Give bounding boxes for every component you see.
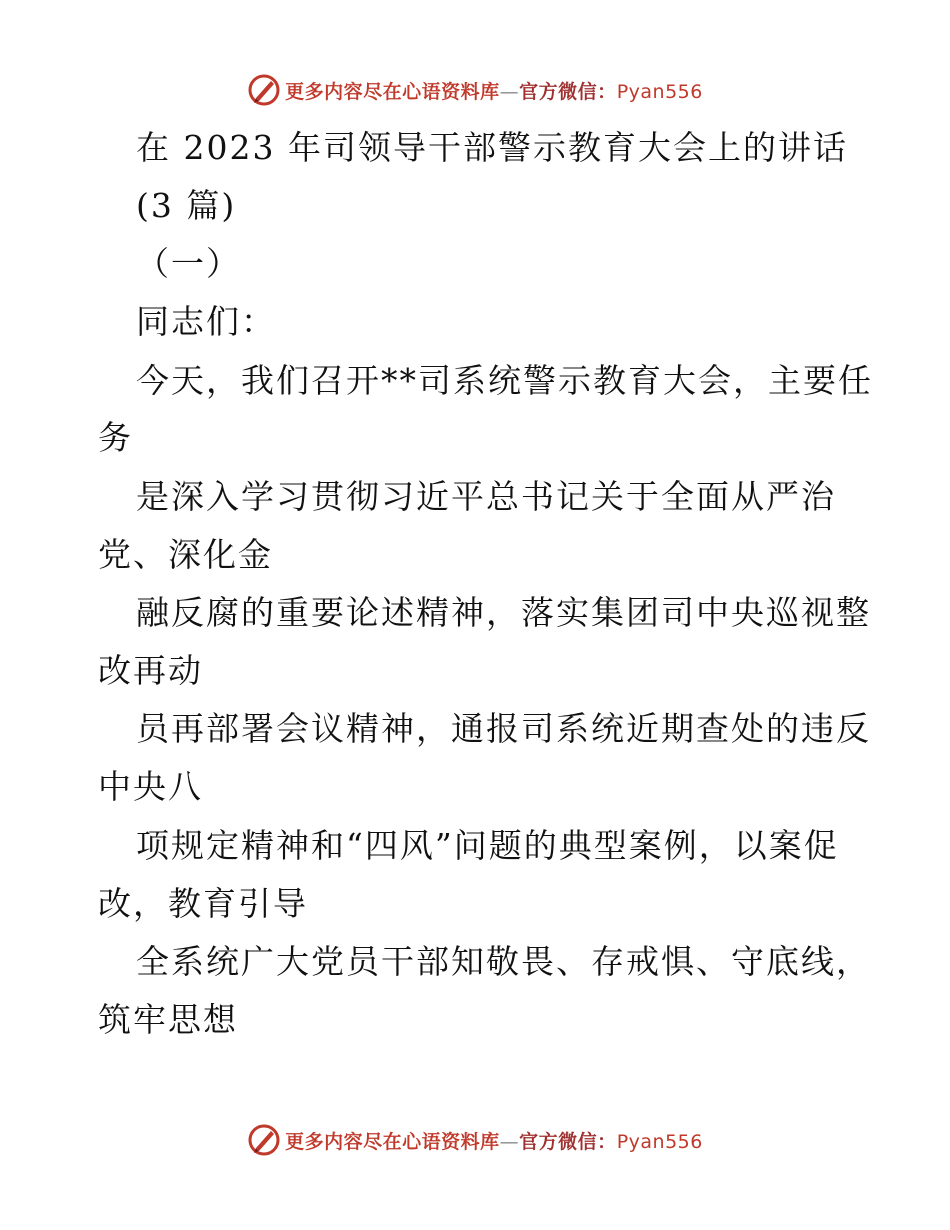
watermark-wechat-id: Pyan556: [616, 1130, 703, 1153]
paragraph-line: 改再动: [98, 651, 203, 690]
document-title: 在 2023 年司领导干部警示教育大会上的讲话: [136, 128, 848, 167]
watermark-official-label: 官方微信：: [519, 1130, 617, 1153]
watermark-site: 更多内容尽在心语资料库: [285, 80, 500, 103]
watermark-site: 更多内容尽在心语资料库: [285, 1130, 500, 1153]
watermark-dash: —: [499, 1130, 520, 1153]
paragraph-line: 员再部署会议精神，通报司系统近期查处的违反: [136, 709, 871, 748]
watermark-official-label: 官方微信：: [519, 80, 617, 103]
watermark-dash: —: [499, 80, 520, 103]
document-title-count: (3 篇): [136, 186, 237, 225]
paragraph-line: 项规定精神和“四风”问题的典型案例，以案促: [136, 826, 839, 865]
paragraph-line: 今天，我们召开**司系统警示教育大会，主要任: [136, 361, 873, 400]
watermark-text: [285, 1127, 703, 1154]
watermark-wechat-id: Pyan556: [616, 80, 703, 103]
footer-watermark: [0, 1120, 950, 1160]
watermark-text: [285, 77, 703, 104]
paragraph-line: 中央八: [98, 767, 203, 806]
paragraph-line: 全系统广大党员干部知敬畏、存戒惧、守底线，: [136, 942, 871, 981]
paragraph-line: 务: [98, 418, 133, 457]
salutation: 同志们：: [136, 302, 276, 341]
paragraph-line: 改，教育引导: [98, 884, 308, 923]
paragraph-line: 党、深化金: [98, 535, 273, 574]
header-watermark: [0, 70, 950, 110]
section-marker: （一）: [136, 244, 241, 283]
paragraph-line: 筑牢思想: [98, 1000, 238, 1039]
paragraph-line: 是深入学习贯彻习近平总书记关于全面从严治: [136, 477, 836, 516]
paragraph-line: 融反腐的重要论述精神，落实集团司中央巡视整: [136, 593, 871, 632]
quill-logo-icon: [247, 73, 281, 107]
quill-logo-icon: [247, 1123, 281, 1157]
